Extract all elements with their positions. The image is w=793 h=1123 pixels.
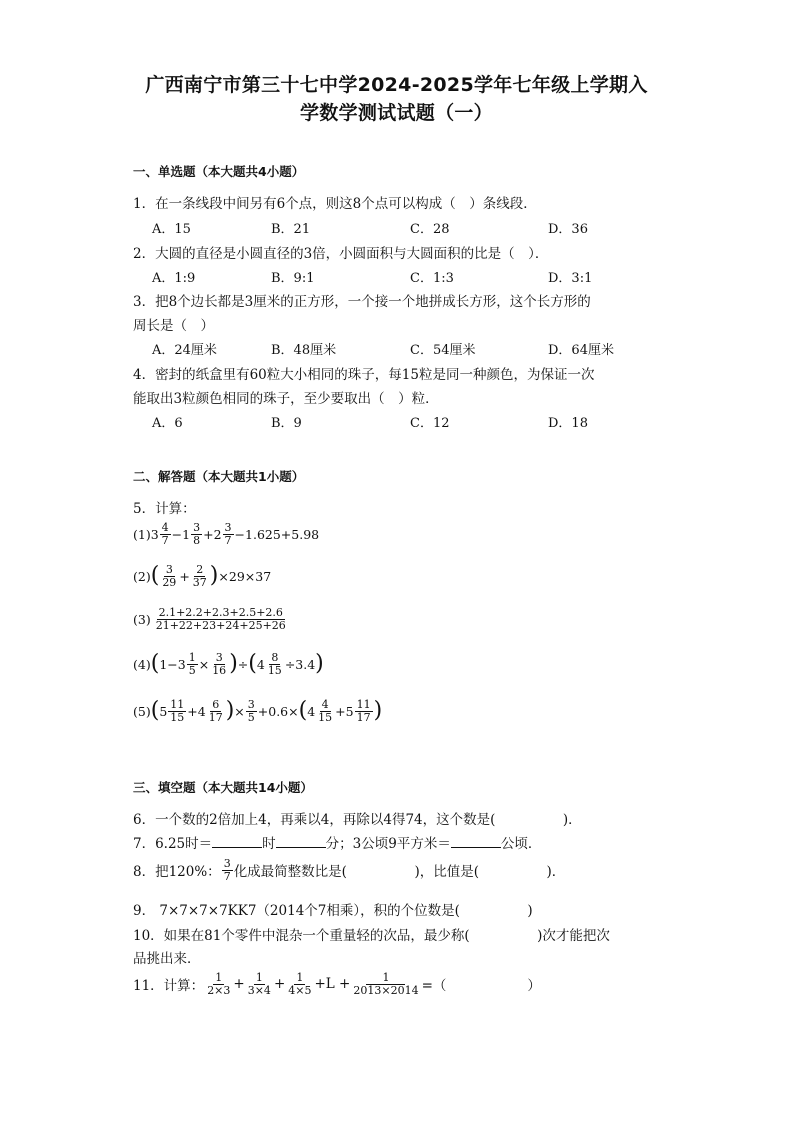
question-10-line-1: 10．如果在81个零件中混杂一个重量轻的次品，最少称( )次才能把次 <box>133 928 610 944</box>
question-3-line-1: 3．把8个边长都是3厘米的正方形，一个接一个地拼成长方形，这个长方形的 <box>133 294 591 310</box>
q8-text-a: 8．把120%： <box>133 864 221 881</box>
q2-option-d: D．3:1 <box>548 271 593 286</box>
question-2: 2．大圆的直径是小圆直径的3倍，小圆面积与大圆面积的比是（ ）． <box>133 246 549 262</box>
q3-option-d: D．64厘米 <box>548 343 614 358</box>
q5-part-2: (2) ( $\frac{3}{29}$ + $\frac{2}{37}$ ) ×29×37 <box>133 563 272 589</box>
q7-text-b: 时 <box>262 836 276 852</box>
q5-part-5: (5) ( 5 $\frac{11}{15}$ + 4 $\frac{6}{17}$ ) × $\frac{3}{5}$ +0.6× ( 4 $\frac{4}{15}$ + 5 $\frac{11}{17}$ ) <box>133 698 383 724</box>
q5-p2-tail: ×29×37 <box>218 568 272 584</box>
question-8: 8．把120%： $\frac{3}{7}$ 化成最简整数比是( )，比值是( )． <box>133 857 566 883</box>
q4-option-b: B．9 <box>271 416 302 431</box>
question-5-intro: 5．计算： <box>133 501 196 517</box>
q4-option-d: D．18 <box>548 416 588 431</box>
q5-part-1: (1) 3 $\frac{4}{7}$ − 1 $\frac{3}{8}$ + 2 $\frac{3}{7}$ −1.625+5.98 <box>133 521 320 547</box>
q5-part-3 <box>133 607 289 631</box>
q3-option-b: B．48厘米 <box>271 343 337 358</box>
mixed-number: 1 $\frac{3}{8}$ <box>182 521 201 547</box>
q3-option-c: C．54厘米 <box>410 343 476 358</box>
q7-blank-2 <box>276 835 326 848</box>
question-1: 1．在一条线段中间另有6个点，则这8个点可以构成（ ）条线段． <box>133 196 537 212</box>
q11-tail: =（ ） <box>421 978 541 995</box>
q2-option-c: C．1:3 <box>410 271 454 286</box>
q5-part-4: (4) ( 1− 3 $\frac{1}{5}$ × $\frac{3}{16}$ ) ÷ ( 4 $\frac{8}{15}$ ÷3.4 ) <box>133 651 324 677</box>
section-2-heading: 二、解答题（本大题共1小题） <box>133 469 305 484</box>
q1-option-b: B．21 <box>271 222 311 237</box>
question-10-line-2: 品挑出来． <box>133 951 201 967</box>
q2-option-a: A．1:9 <box>152 271 196 286</box>
q1-option-a: A．15 <box>152 222 191 237</box>
q5-p1-label: (1) <box>133 526 151 542</box>
q5-p1-tail: −1.625+5.98 <box>234 526 320 542</box>
q3-option-a: A．24厘米 <box>152 343 217 358</box>
q1-option-d: D．36 <box>548 222 588 237</box>
q4-option-a: A．6 <box>152 416 183 431</box>
q7-blank-3 <box>451 835 501 848</box>
q5-p4-label: (4) <box>133 656 151 672</box>
q1-option-c: C．28 <box>410 222 450 237</box>
q4-option-c: C．12 <box>410 416 450 431</box>
q5-p3-numerator: 2.1+2.2+2.3+2.5+2.6 <box>158 606 283 619</box>
q5-p3-denominator: 21+22+23+24+25+26 <box>155 618 286 632</box>
q11-text-a: 11．计算： <box>133 978 205 995</box>
q5-p2-label: (2) <box>133 568 151 584</box>
q5-p3-label: (3) <box>133 611 151 627</box>
question-11: 11．计算： $\frac{1}{2\times 3}$ + $\frac{1}{3\times 4}$ + $\frac{1}{4\times 5}$ +L + $\frac{1}{2013\times 2014}$ =（ ） <box>133 971 541 997</box>
question-4-line-1: 4．密封的纸盒里有60粒大小相同的珠子，每15粒是同一种颜色，为保证一次 <box>133 367 595 383</box>
q7-blank-1 <box>212 835 262 848</box>
mixed-number: 3 $\frac{4}{7}$ <box>150 521 169 547</box>
q7-text-a: 7．6.25时＝ <box>133 836 213 852</box>
question-9: 9． 7×7×7×7KK7（2014个7相乘），积的个位数是( ) <box>133 903 533 919</box>
q2-option-b: B．9:1 <box>271 271 315 286</box>
title-line-2: 学数学测试试题（一） <box>299 102 493 124</box>
q7-text-c: 分；3公顷9平方米＝ <box>325 836 451 852</box>
q5-p5-label: (5) <box>133 703 151 719</box>
question-7 <box>133 832 541 852</box>
mixed-number: 2 $\frac{3}{7}$ <box>213 521 232 547</box>
question-4-line-2: 能取出3粒颜色相同的珠子，至少要取出（ ）粒． <box>133 391 439 407</box>
section-3-heading: 三、填空题（本大题共14小题） <box>133 780 313 795</box>
q7-text-d: 公顷． <box>500 836 542 852</box>
question-3-line-2: 周长是（ ） <box>133 318 214 334</box>
question-6: 6．一个数的2倍加上4，再乘以4，再除以4得74，这个数是( )． <box>133 812 582 828</box>
section-1-heading: 一、单选题（本大题共4小题） <box>133 164 305 179</box>
q8-text-b: 化成最简整数比是( )，比值是( )． <box>233 864 566 881</box>
title-line-1: 广西南宁市第三十七中学2024-2025学年七年级上学期入 <box>145 74 648 96</box>
